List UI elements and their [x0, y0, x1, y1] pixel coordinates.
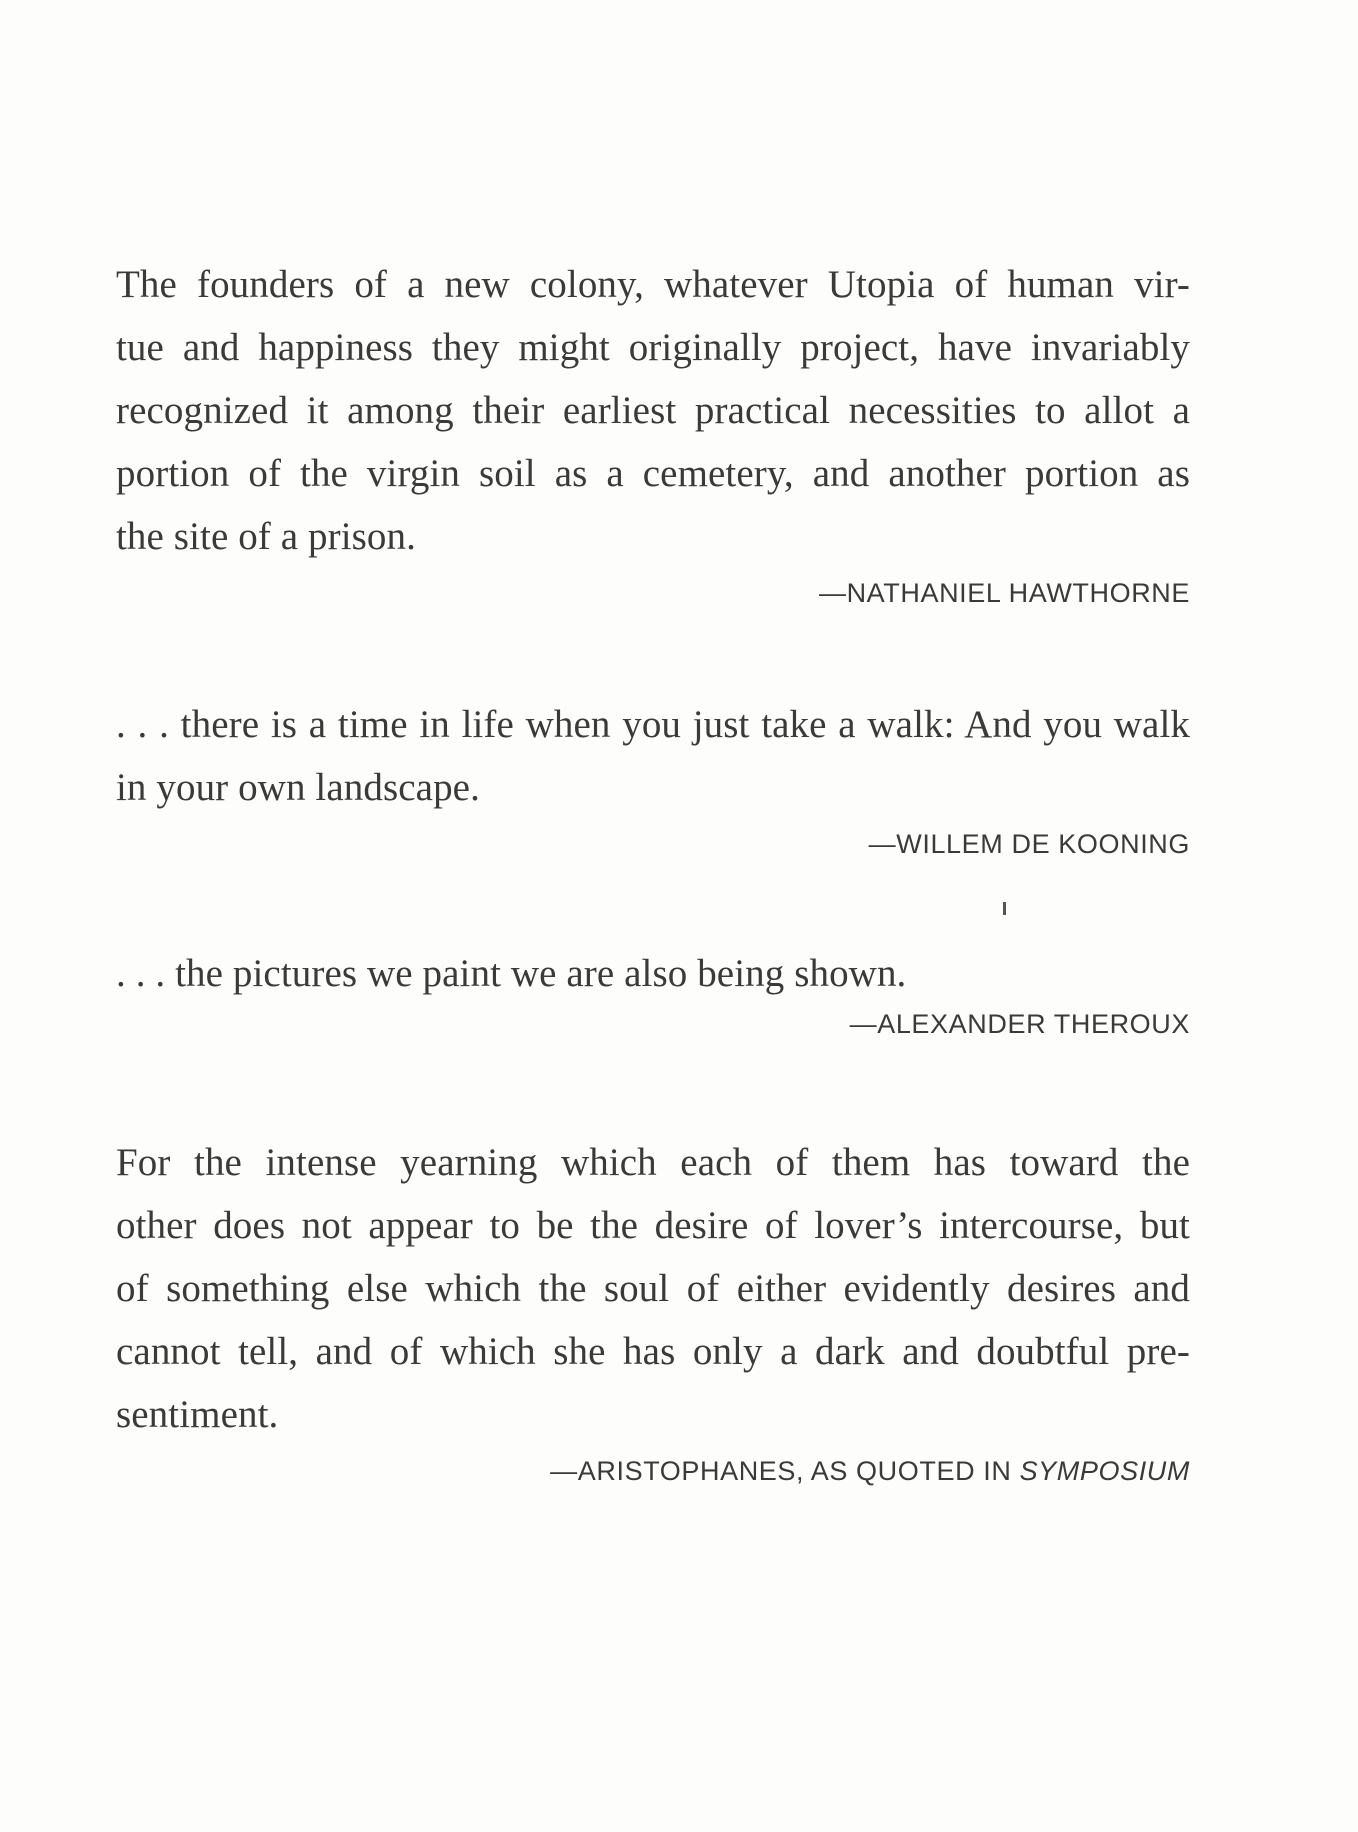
quote-line: . . . there is a time in life when you just take a walk: And you walk — [116, 703, 1190, 746]
quote-line: portion of the virgin soil as a cemetery, and another portion as — [116, 452, 1190, 495]
quote-line: in your own landscape. — [116, 766, 480, 809]
quote-text — [116, 253, 1190, 568]
epigraph-hawthorne — [116, 253, 1190, 609]
epigraph-de-kooning — [116, 693, 1190, 860]
quote-text — [116, 942, 1190, 1005]
quote-line: . . . the pictures we paint we are also being shown. — [116, 952, 907, 995]
quote-line: For the intense yearning which each of them has toward the — [116, 1141, 1190, 1184]
quote-attribution — [116, 1009, 1190, 1040]
quote-line: recognized it among their earliest practical necessities to allot a — [116, 389, 1190, 432]
quote-attribution — [116, 1456, 1190, 1487]
quote-line: of something else which the soul of either evidently desires and — [116, 1267, 1190, 1310]
quote-attribution — [116, 578, 1190, 609]
scan-speck — [1003, 902, 1006, 915]
quote-line: the site of a prison. — [116, 515, 416, 558]
epigraph-theroux — [116, 942, 1190, 1040]
quote-text — [116, 1131, 1190, 1446]
attribution-text: —ALEXANDER THEROUX — [849, 1009, 1190, 1039]
attribution-text: —ARISTOPHANES, AS QUOTED IN — [550, 1456, 1020, 1486]
quote-line: sentiment. — [116, 1393, 279, 1436]
attribution-text: —WILLEM DE KOONING — [868, 829, 1190, 859]
quote-line: The founders of a new colony, whatever Utopia of human vir- — [116, 263, 1190, 306]
quote-line: tue and happiness they might originally project, have invariably — [116, 326, 1190, 369]
quote-line: other does not appear to be the desire of lover’s intercourse, but — [116, 1204, 1190, 1247]
attribution-work-title: SYMPOSIUM — [1019, 1456, 1190, 1486]
quote-text — [116, 693, 1190, 819]
quote-line: cannot tell, and of which she has only a dark and doubtful pre- — [116, 1330, 1190, 1373]
epigraph-aristophanes — [116, 1131, 1190, 1487]
quote-attribution — [116, 829, 1190, 860]
attribution-text: —NATHANIEL HAWTHORNE — [818, 578, 1190, 608]
